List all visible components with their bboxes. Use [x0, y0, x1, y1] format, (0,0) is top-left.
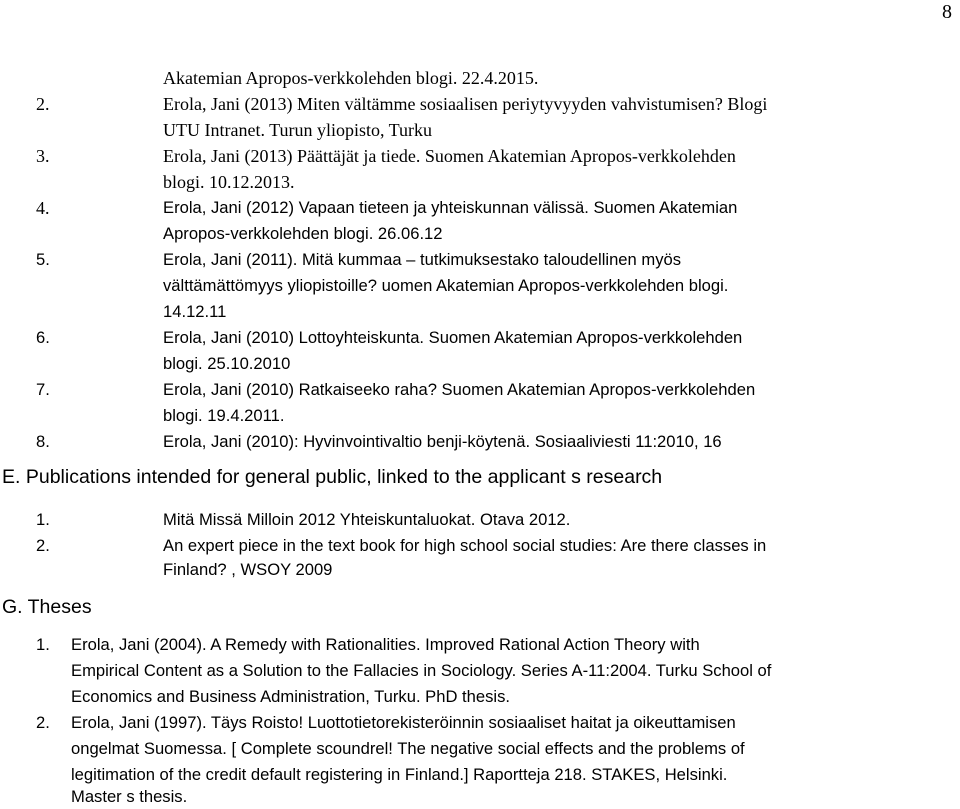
section-g-heading: G. Theses: [2, 596, 92, 618]
list-item-3-number: 3.: [36, 146, 50, 166]
section-g-item-2-line-3: legitimation of the credit default registering in Finland.] Raportteja 218. STAKES, Helsinki.: [71, 765, 728, 784]
section-e-item-2-line-2: Finland? , WSOY 2009: [163, 560, 333, 579]
section-e-item-1-line-1: Mitä Missä Milloin 2012 Yhteiskuntaluokat. Otava 2012.: [163, 510, 571, 529]
section-g-item-1-line-2: Empirical Content as a Solution to the Fallacies in Sociology. Series A-11:2004. Turku School of: [71, 661, 772, 680]
list-item-7-line-1: Erola, Jani (2010) Ratkaiseeko raha? Suomen Akatemian Apropos-verkkolehden: [163, 380, 756, 399]
section-g-item-2-line-2: ongelmat Suomessa. [ Complete scoundrel! The negative social effects and the problems of: [71, 739, 745, 758]
section-g-item-2-line-1: Erola, Jani (1997). Täys Roisto! Luottotietorekisteröinnin sosiaaliset haitat ja oikeuttamisen: [71, 713, 736, 732]
list-item-2-line-1: Erola, Jani (2013) Miten vältämme sosiaalisen periytyvyyden vahvistumisen? Blogi: [163, 94, 768, 114]
list-item-5-line-2: välttämättömyys yliopistoille? uomen Akatemian Apropos-verkkolehden blogi.: [163, 276, 729, 295]
list-item-4-line-2: Apropos-verkkolehden blogi. 26.06.12: [163, 224, 443, 243]
section-g-item-1-line-1: Erola, Jani (2004). A Remedy with Rationalities. Improved Rational Action Theory with: [71, 635, 700, 654]
list-item-6-line-1: Erola, Jani (2010) Lottoyhteiskunta. Suomen Akatemian Apropos-verkkolehden: [163, 328, 743, 347]
page-number: 8: [942, 1, 952, 23]
list-item-4-number: 4.: [36, 198, 50, 218]
list-item-2-number: 2.: [36, 94, 50, 114]
section-g-item-2-number: 2.: [36, 713, 50, 732]
list-item-6-line-2: blogi. 25.10.2010: [163, 354, 291, 373]
list-item-5-line-3: 14.12.11: [163, 302, 227, 321]
list-item-8-line-1: Erola, Jani (2010): Hyvinvointivaltio benji-köytenä. Sosiaaliviesti 11:2010, 16: [163, 432, 722, 451]
list-item-5-line-1: Erola, Jani (2011). Mitä kummaa – tutkimuksestako taloudellinen myös: [163, 250, 682, 269]
list-item-1-line-1: Akatemian Apropos-verkkolehden blogi. 22.4.2015.: [163, 68, 539, 88]
list-item-4-line-1: Erola, Jani (2012) Vapaan tieteen ja yhteiskunnan välissä. Suomen Akatemian: [163, 198, 738, 217]
section-g-item-2-line-4: Master s thesis.: [71, 787, 188, 806]
section-e-item-2-number: 2.: [36, 536, 50, 555]
list-item-7-number: 7.: [36, 380, 50, 399]
list-item-7-line-2: blogi. 19.4.2011.: [163, 406, 285, 425]
section-e-heading: E. Publications intended for general public, linked to the applicant s research: [2, 466, 663, 488]
list-item-8-number: 8.: [36, 432, 50, 451]
section-e-item-2-line-1: An expert piece in the text book for high school social studies: Are there classes in: [163, 536, 767, 555]
list-item-6-number: 6.: [36, 328, 50, 347]
list-item-2-line-2: UTU Intranet. Turun yliopisto, Turku: [163, 120, 433, 140]
list-item-3-line-1: Erola, Jani (2013) Päättäjät ja tiede. Suomen Akatemian Apropos-verkkolehden: [163, 146, 736, 166]
section-g-item-1-number: 1.: [36, 635, 50, 654]
list-item-5-number: 5.: [36, 250, 50, 269]
section-e-item-1-number: 1.: [36, 510, 50, 529]
list-item-3-line-2: blogi. 10.12.2013.: [163, 172, 295, 192]
section-g-item-1-line-3: Economics and Business Administration, Turku. PhD thesis.: [71, 687, 511, 706]
